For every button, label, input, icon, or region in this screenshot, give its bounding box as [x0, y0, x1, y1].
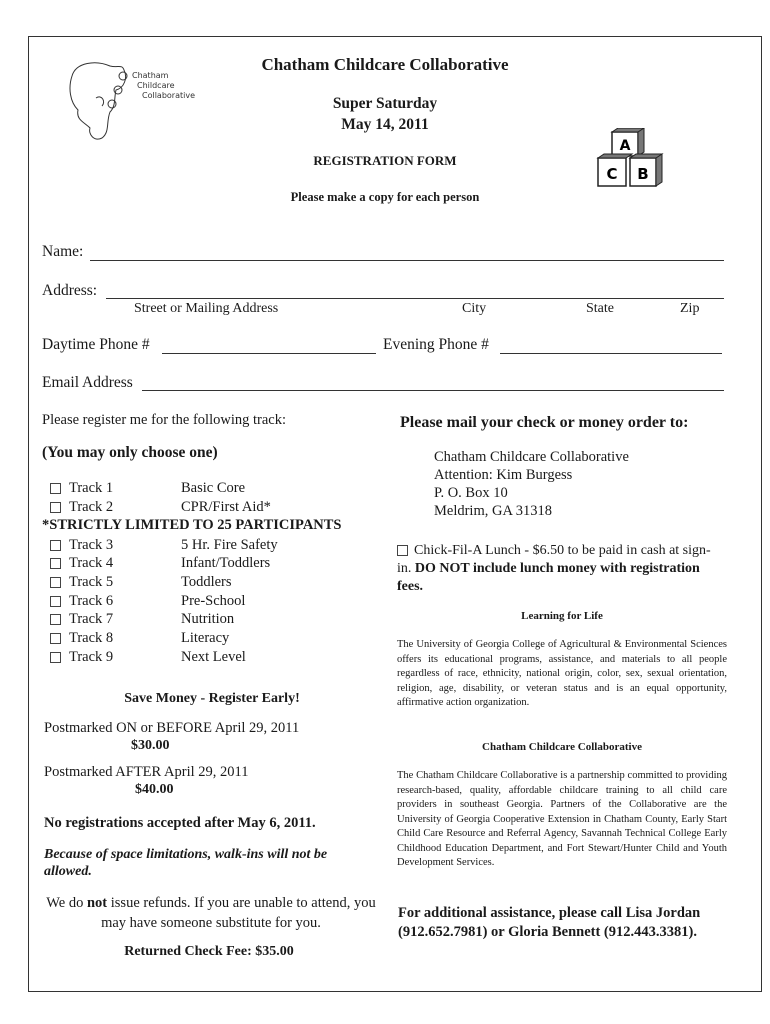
refunds-emphasis: not	[86, 895, 108, 911]
email-field[interactable]	[142, 390, 724, 391]
track-desc: Literacy	[181, 630, 230, 646]
mail-address	[434, 448, 629, 520]
logo-line2: Childcare	[137, 81, 175, 90]
track-label: Track 9	[69, 649, 114, 665]
track-option-4[interactable]	[50, 555, 270, 573]
checkbox-icon[interactable]	[50, 614, 61, 625]
address-label: Address:	[42, 282, 98, 299]
logo-line1: Chatham	[132, 71, 169, 80]
limited-note: *STRICTLY LIMITED TO 25 PARTICIPANTS	[42, 517, 342, 533]
collab-body: The Chatham Childcare Collaborative is a partnership committed to providing research-based, quality, affordable childcare training to all child care providers in southeast Georgia. Partners of the Collaborative are the University of Georgia Cooperative Extension in Chatham County, Early Start Child Care Resource and Referral Agency, Savannah Technical College Early Childhood Education Department, and Fort Stewart/Hunter Child and Youth Development Services.	[397, 770, 727, 868]
block-letter-c: C	[606, 165, 618, 183]
track-label: Track 3	[69, 537, 114, 553]
track-option-1[interactable]	[50, 480, 245, 498]
event-title: Super Saturday	[332, 95, 438, 112]
block-letter-b: B	[637, 165, 649, 183]
track-option-6[interactable]	[50, 593, 245, 611]
track-label: Track 4	[69, 555, 114, 571]
early-price: $30.00	[131, 738, 170, 753]
event-date: May 14, 2011	[341, 116, 429, 133]
logo-line3: Collaborative	[142, 91, 196, 100]
copy-note: Please make a copy for each person	[290, 190, 480, 204]
email-label: Email Address	[42, 374, 133, 391]
walkins-note: Because of space limitations, walk-ins will not be allowed.	[44, 847, 328, 879]
checkbox-icon[interactable]	[397, 545, 408, 556]
track-desc: CPR/First Aid*	[181, 499, 271, 515]
abc-blocks-icon	[594, 128, 664, 190]
late-label: Postmarked AFTER April 29, 2011	[44, 764, 249, 780]
track-label: Track 2	[69, 499, 114, 515]
name-label: Name:	[42, 243, 84, 260]
collab-heading: Chatham Childcare Collaborative	[482, 741, 642, 753]
address-field[interactable]	[106, 298, 724, 299]
lunch-text: Chick-Fil-A Lunch - $6.50 to be paid in cash at sign-in.	[397, 543, 711, 576]
city-caption: City	[462, 301, 487, 316]
track-desc: 5 Hr. Fire Safety	[181, 537, 278, 553]
track-desc: Next Level	[181, 649, 246, 665]
track-option-2[interactable]	[50, 499, 271, 517]
mail-line-4: Meldrim, GA 31318	[434, 503, 553, 519]
lunch-warning: DO NOT include lunch money with registration fees.	[397, 561, 700, 594]
mail-line-3: P. O. Box 10	[434, 485, 508, 501]
choose-one-note: (You may only choose one)	[42, 444, 218, 461]
track-label: Track 7	[69, 611, 114, 627]
track-desc: Infant/Toddlers	[181, 555, 271, 571]
mail-line-1: Chatham Childcare Collaborative	[434, 449, 629, 465]
track-label: Track 5	[69, 574, 114, 590]
track-label: Track 8	[69, 630, 114, 646]
track-label: Track 1	[69, 480, 114, 496]
checkbox-icon[interactable]	[50, 483, 61, 494]
deadline-note: No registrations accepted after May 6, 2011.	[44, 815, 316, 831]
checkbox-icon[interactable]	[50, 540, 61, 551]
refunds-note	[44, 893, 378, 933]
late-price: $40.00	[135, 782, 174, 797]
track-option-3[interactable]	[50, 537, 278, 555]
track-intro: Please register me for the following track:	[42, 412, 287, 428]
daytime-phone-label: Daytime Phone #	[42, 336, 150, 353]
street-caption: Street or Mailing Address	[134, 301, 279, 316]
track-option-9[interactable]	[50, 649, 246, 667]
checkbox-icon[interactable]	[50, 652, 61, 663]
checkbox-icon[interactable]	[50, 577, 61, 588]
refunds-text: We do	[46, 895, 87, 911]
checkbox-icon[interactable]	[50, 558, 61, 569]
state-caption: State	[586, 301, 614, 316]
evening-phone-label: Evening Phone #	[383, 336, 489, 353]
lunch-option[interactable]	[397, 542, 715, 596]
daytime-phone-field[interactable]	[162, 353, 376, 354]
track-label: Track 6	[69, 593, 114, 609]
returned-check-fee: Returned Check Fee: $35.00	[124, 944, 294, 959]
assistance-note: For additional assistance, please call Lisa Jordan (912.652.7981) or Gloria Bennett (912.443.3381).	[398, 905, 701, 940]
name-field[interactable]	[90, 260, 724, 261]
track-option-7[interactable]	[50, 611, 234, 629]
track-desc: Toddlers	[181, 574, 232, 590]
track-desc: Basic Core	[181, 480, 246, 496]
early-label: Postmarked ON or BEFORE April 29, 2011	[44, 720, 300, 736]
track-option-5[interactable]	[50, 574, 232, 592]
track-desc: Nutrition	[181, 611, 235, 627]
checkbox-icon[interactable]	[50, 502, 61, 513]
mail-heading: Please mail your check or money order to:	[400, 414, 689, 431]
save-money-heading: Save Money - Register Early!	[124, 691, 300, 706]
checkbox-icon[interactable]	[50, 633, 61, 644]
zip-caption: Zip	[680, 301, 700, 316]
track-option-8[interactable]	[50, 630, 229, 648]
evening-phone-field[interactable]	[500, 353, 722, 354]
learning-body: The University of Georgia College of Agricultural & Environmental Sciences offers its educational programs, assistance, and materials to all people regardless of race, ethnicity, national origin, color, sex, sexual orientation, religion, age, disability, or veteran status and is an equal opportunity, affirmative action organization.	[397, 639, 727, 708]
track-desc: Pre-School	[181, 593, 246, 609]
org-title: Chatham Childcare Collaborative	[261, 55, 509, 74]
form-title: REGISTRATION FORM	[313, 153, 457, 168]
refunds-text-rest: issue refunds. If you are unable to attend, you may have someone substitute for you.	[101, 895, 376, 931]
checkbox-icon[interactable]	[50, 596, 61, 607]
learning-heading: Learning for Life	[521, 610, 603, 622]
block-letter-a: A	[619, 138, 631, 154]
mail-line-2: Attention: Kim Burgess	[434, 467, 573, 483]
